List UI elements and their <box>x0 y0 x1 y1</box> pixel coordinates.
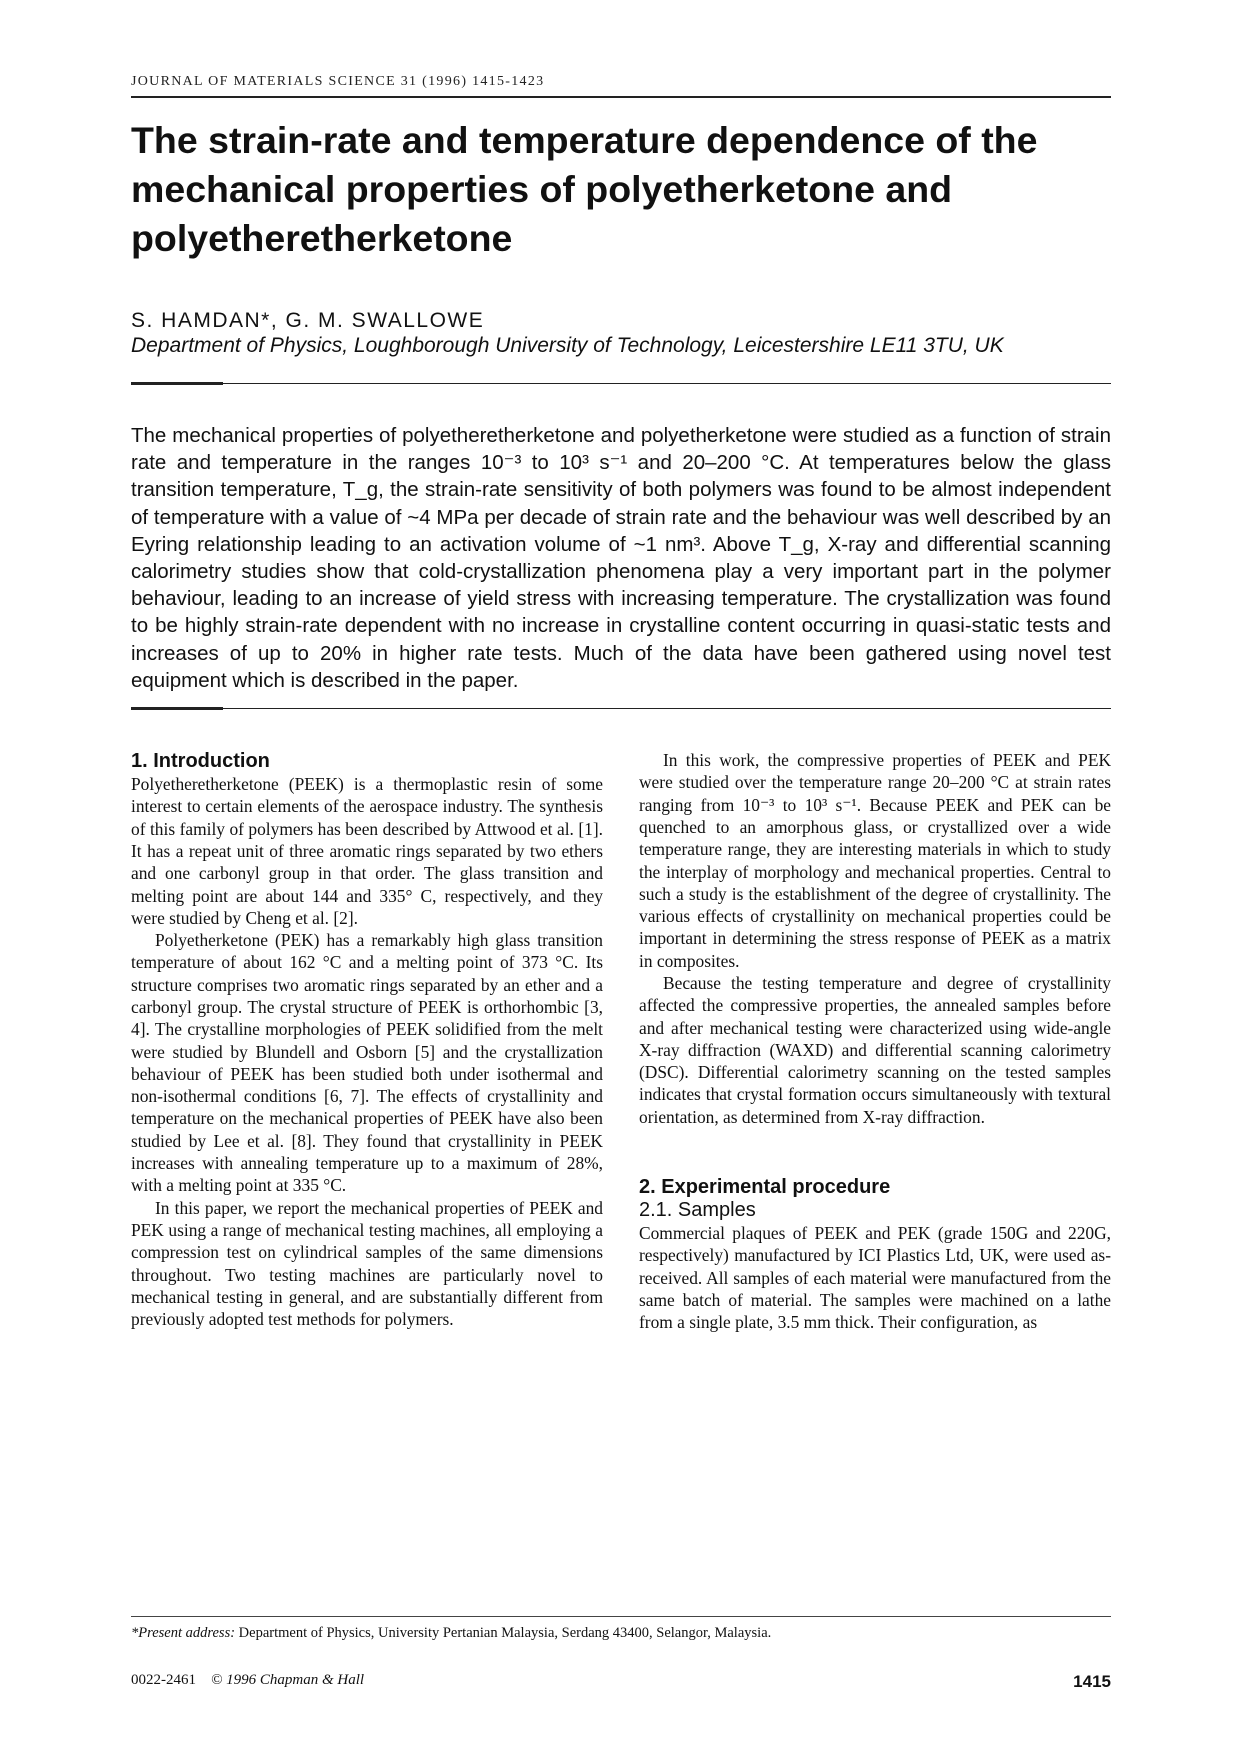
section-heading-introduction: 1. Introduction <box>131 750 270 773</box>
work-paragraph-1: In this work, the compressive properties of PEEK and PEK were studied over the temperature range 20–200 °C at strain rates ranging from 10⁻³ to 10³ s⁻¹. Because PEEK and PEK can be quenched to an amorphous glass, or crystallized over a wide temperature range, they are interesting materials in which to study the interplay of morphology and mechanical properties. Central to such a study is the establishment of the degree of crystallinity. The various effects of crystallinity on mechanical properties could be important in determining the stress response of PEEK as a matrix in composites. <box>639 750 1111 971</box>
left-column <box>131 749 603 1334</box>
subsection-heading-samples: 2.1. Samples <box>639 1199 756 1222</box>
page-number: 1415 <box>1073 1672 1111 1691</box>
intro-paragraph-3: In this paper, we report the mechanical properties of PEEK and PEK using a range of mechanical testing machines, all employing a compression test on cylindrical samples of the same dimensions throughout. Two testing machines are particularly novel to mechanical testing in general, and are substantially different from previously adopted test methods for polymers. <box>131 1197 603 1330</box>
body-columns <box>131 749 1111 1334</box>
issn: 0022-2461 <box>131 1672 196 1688</box>
divider-top <box>131 383 1111 384</box>
divider-bottom <box>131 708 1111 709</box>
page <box>131 74 1111 1334</box>
abstract-text: The mechanical properties of polyetheretherketone and polyetherketone were studied as a function of strain rate and temperature in the ranges 10⁻³ to 10³ s⁻¹ and 20–200 °C. At temperatures below the glass transition temperature, T_g, the strain-rate sensitivity of both polymers was found to be almost independent of temperature with a value of ~4 MPa per decade of strain rate and the behaviour was well described by an Eyring relationship leading to an activation volume of ~1 nm³. Above T_g, X-ray and differential scanning calorimetry studies show that cold-crystallization phenomena play a very important part in the polymer behaviour, leading to an increase of yield stress with increasing temperature. The crystallization was found to be highly strain-rate dependent with no increase in crystalline content occurring in quasi-static tests and increases of up to 20% in higher rate tests. Much of the data have been gathered using novel test equipment which is described in the paper. <box>131 424 1111 692</box>
copyright: © 1996 Chapman & Hall <box>211 1672 365 1688</box>
right-column <box>639 749 1111 1334</box>
affiliation: Department of Physics, Loughborough University of Technology, Leicestershire LE11 3TU, UK <box>131 334 1004 357</box>
work-paragraph-2: Because the testing temperature and degree of crystallinity affected the compressive properties, the annealed samples before and after mechanical testing were characterized using wide-angle X-ray diffraction (WAXD) and differential scanning calorimetry (DSC). Differential calorimetry scanning on the tested samples indicates that crystal formation occurs simultaneously with textural orientation, as determined from X-ray diffraction. <box>639 973 1111 1127</box>
journal-header: JOURNAL OF MATERIALS SCIENCE 31 (1996) 1415-1423 <box>131 74 1111 98</box>
intro-paragraph-2: Polyetherketone (PEK) has a remarkably high glass transition temperature of about 162 °C and a melting point of 373 °C. Its structure comprises two aromatic rings separated by an ether and a carbonyl group. The crystal structure of PEEK is orthorhombic [3, 4]. The crystalline morphologies of PEEK solidified from the melt were studied by Blundell and Osborn [5] and the crystallization behaviour of PEEK has been studied both under isothermal and non-isothermal conditions [6, 7]. The effects of crystallinity and temperature on the mechanical properties of PEEK have also been studied by Lee et al. [8]. They found that crystallinity in PEEK increases with annealing temperature up to a maximum of 28%, with a melting point at 335 °C. <box>131 930 603 1196</box>
section-heading-experimental: 2. Experimental procedure <box>639 1176 891 1199</box>
footnote-text: Department of Physics, University Pertanian Malaysia, Serdang 43400, Selangor, Malaysia. <box>238 1625 772 1641</box>
intro-paragraph-1: Polyetheretherketone (PEEK) is a thermoplastic resin of some interest to certain elements of the aerospace industry. The synthesis of this family of polymers has been described by Attwood et al. [1]. It has a repeat unit of three aromatic rings separated by two ethers and one carbonyl group in that order. The glass transition and melting point are about 144 and 335° C, respectively, and they were studied by Cheng et al. [2]. <box>131 774 603 928</box>
authors: S. HAMDAN*, G. M. SWALLOWE <box>131 309 485 332</box>
footnote-label: *Present address: <box>131 1625 236 1641</box>
page-footer <box>131 1672 1111 1692</box>
samples-paragraph: Commercial plaques of PEEK and PEK (grade 150G and 220G, respectively) manufactured by ICI Plastics Ltd, UK, were used as-received. All samples of each material were manufactured from the same batch of material. The samples were machined on a lathe from a single plate, 3.5 mm thick. Their configuration, as <box>639 1223 1111 1333</box>
abstract <box>131 422 1111 694</box>
footnote <box>131 1616 1111 1642</box>
paper-title: The strain-rate and temperature dependence of the mechanical properties of polyetherketone and polyetheretherketone <box>131 119 1038 259</box>
